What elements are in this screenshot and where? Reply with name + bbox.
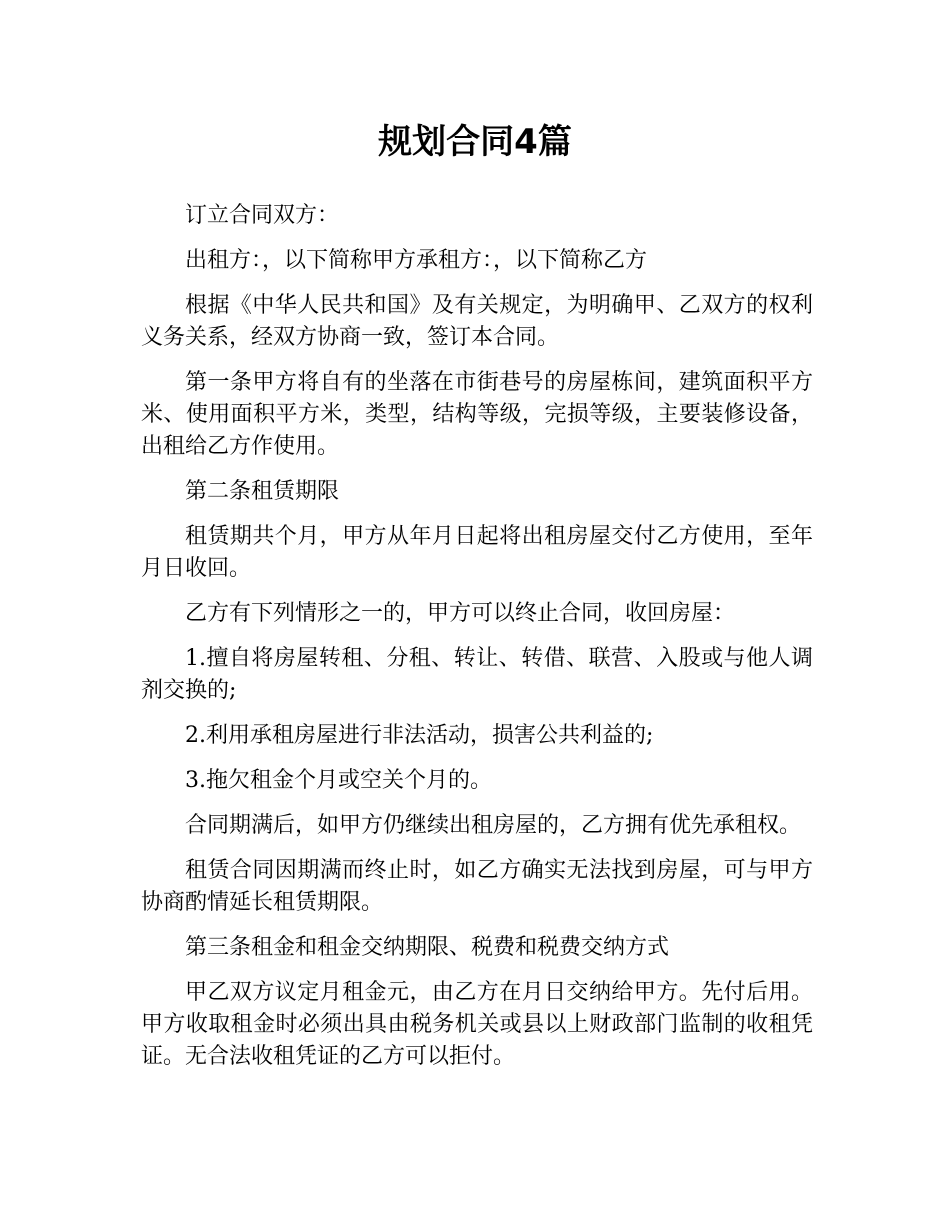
paragraph-parties: 订立合同双方： [185,203,340,228]
paragraph-extension: 租赁合同因期满而终止时，如乙方确实无法找到房屋，可与甲方协商酌情延长租赁期限。 [141,858,813,915]
paragraph-condition-1: 1.擅自将房屋转租、分租、转让、转借、联营、入股或与他人调剂交换的; [141,646,813,703]
paragraph-article-2-heading: 第二条租赁期限 [185,479,340,504]
document-title: 规划合同4篇 [378,122,572,162]
paragraph-rent-payment: 甲乙双方议定月租金元，由乙方在月日交纳给甲方。先付后用。甲方收取租金时必须出具由税务机关或县以上财政部门监制的收租凭证。无合法收租凭证的乙方可以拒付。 [141,980,813,1069]
paragraph-termination-conditions: 乙方有下列情形之一的，甲方可以终止合同，收回房屋： [185,601,736,626]
paragraph-lease-term: 租赁期共个月，甲方从年月日起将出租房屋交付乙方使用，至年月日收回。 [141,524,813,581]
paragraph-lessor-lessee: 出租方：，以下简称甲方承租方：，以下简称乙方 [185,248,648,273]
paragraph-article-3-heading: 第三条租金和租金交纳期限、税费和税费交纳方式 [185,935,670,960]
paragraph-article-1: 第一条甲方将自有的坐落在市街巷号的房屋栋间，建筑面积平方米、使用面积平方米，类型，结构等级，完损等级，主要装修设备，出租给乙方作使用。 [141,370,813,459]
paragraph-condition-3: 3.拖欠租金个月或空关个月的。 [185,768,492,793]
paragraph-legal-basis: 根据《中华人民共和国》及有关规定，为明确甲、乙双方的权利义务关系，经双方协商一致，签订本合同。 [141,293,813,350]
paragraph-priority-right: 合同期满后，如甲方仍继续出租房屋的，乙方拥有优先承租权。 [185,813,802,838]
document-body [141,200,813,1086]
paragraph-condition-2: 2.利用承租房屋进行非法活动，损害公共利益的; [185,723,654,748]
